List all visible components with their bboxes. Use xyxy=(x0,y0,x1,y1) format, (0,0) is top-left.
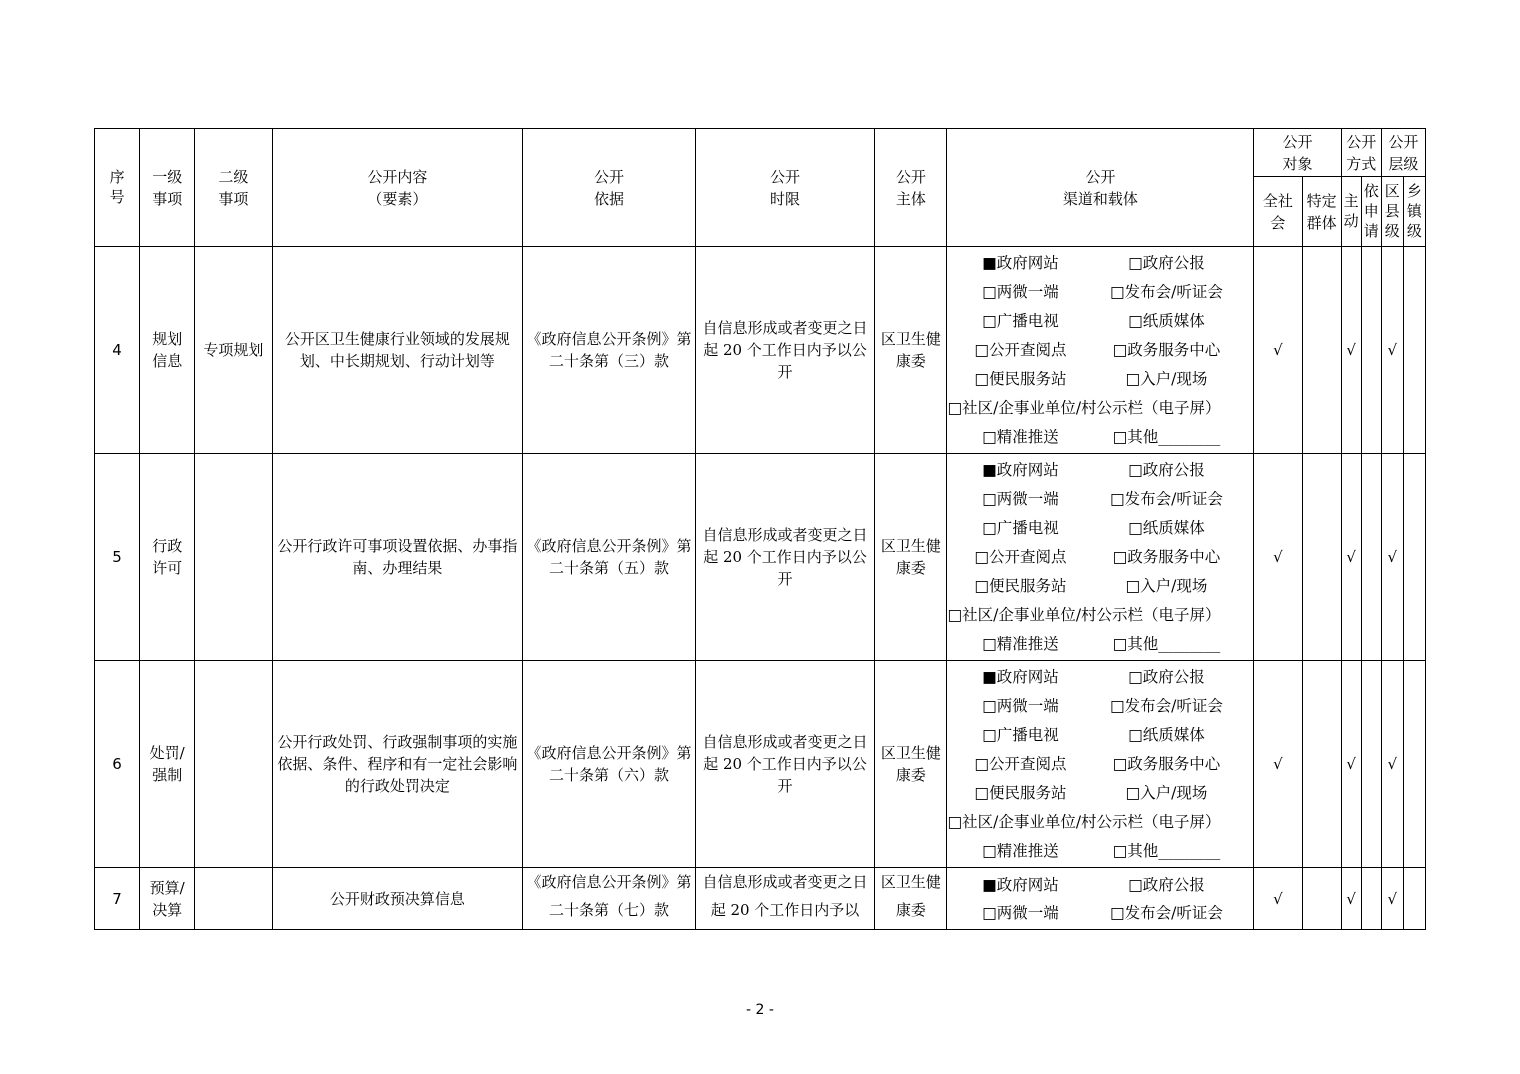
channel-door-to-door: □入户/现场 xyxy=(1125,576,1208,595)
channel-print-media: □纸质媒体 xyxy=(1128,311,1205,330)
row-method-apply-check xyxy=(1361,661,1381,868)
row-target-all-check: √ xyxy=(1254,247,1302,454)
channel-bulletin-board: □社区/企事业单位/村公示栏（电子屏） xyxy=(947,605,1221,624)
row-subject: 区卫生健康委 xyxy=(875,247,947,454)
header-method: 公开 方式 xyxy=(1341,129,1381,177)
header-target: 公开 对象 xyxy=(1254,129,1341,177)
channel-website: ■政府网站 xyxy=(982,253,1059,272)
row-subject: 区卫生健康委 xyxy=(875,661,947,868)
channel-gazette: □政府公报 xyxy=(1128,460,1205,479)
table-row xyxy=(95,661,1426,868)
row-content: 公开行政许可事项设置依据、办事指南、办理结果 xyxy=(272,454,523,661)
row-content: 公开区卫生健康行业领域的发展规划、中长期规划、行动计划等 xyxy=(272,247,523,454)
channel-service-station: □便民服务站 xyxy=(974,576,1067,595)
channel-targeted-push: □精准推送 xyxy=(982,841,1059,860)
row-level1: 处罚/强制 xyxy=(140,661,195,868)
row-layer-town-check xyxy=(1403,868,1425,930)
header-level1: 一级事项 xyxy=(140,129,195,247)
row-method-apply-check xyxy=(1361,454,1381,661)
header-method-active: 主动 xyxy=(1341,177,1361,247)
header-basis: 公开 依据 xyxy=(523,129,696,247)
row-content: 公开行政处罚、行政强制事项的实施依据、条件、程序和有一定社会影响的行政处罚决定 xyxy=(272,661,523,868)
channel-press-hearing: □发布会/听证会 xyxy=(1110,282,1223,301)
channel-wechat-weibo-app: □两微一端 xyxy=(982,282,1059,301)
channel-service-station: □便民服务站 xyxy=(974,369,1067,388)
row-basis: 《政府信息公开条例》第二十条第（五）款 xyxy=(523,454,696,661)
channel-bulletin-board: □社区/企事业单位/村公示栏（电子屏） xyxy=(947,812,1221,831)
row-layer-county-check: √ xyxy=(1381,454,1403,661)
header-content: 公开内容 （要素） xyxy=(272,129,523,247)
channel-reading-point: □公开查阅点 xyxy=(974,547,1067,566)
row-channels xyxy=(947,661,1254,868)
row-level2 xyxy=(195,868,272,930)
row-basis: 《政府信息公开条例》第二十条第（七）款 xyxy=(523,868,696,930)
row-channels xyxy=(947,454,1254,661)
channel-gazette: □政府公报 xyxy=(1128,667,1205,686)
channel-press-hearing: □发布会/听证会 xyxy=(1110,903,1223,922)
row-layer-town-check xyxy=(1403,454,1425,661)
row-basis: 《政府信息公开条例》第二十条第（六）款 xyxy=(523,661,696,868)
channel-website: ■政府网站 xyxy=(982,460,1059,479)
channel-wechat-weibo-app: □两微一端 xyxy=(982,489,1059,508)
channel-other: □其他________ xyxy=(1112,634,1221,653)
row-target-all-check: √ xyxy=(1254,454,1302,661)
header-channel: 公开 渠道和载体 xyxy=(947,129,1254,247)
row-target-group-check xyxy=(1302,454,1341,661)
row-method-active-check: √ xyxy=(1341,868,1361,930)
row-subject: 区卫生健康委 xyxy=(875,454,947,661)
header-deadline: 公开 时限 xyxy=(695,129,875,247)
row-method-active-check: √ xyxy=(1341,661,1361,868)
row-deadline: 自信息形成或者变更之日起 20 个工作日内予以公开 xyxy=(695,247,875,454)
row-layer-county-check: √ xyxy=(1381,661,1403,868)
row-seq: 4 xyxy=(95,247,140,454)
table-row xyxy=(95,868,1426,930)
table-row xyxy=(95,247,1426,454)
header-layer-county: 区县级 xyxy=(1381,177,1403,247)
row-level1: 预算/决算 xyxy=(140,868,195,930)
row-seq: 6 xyxy=(95,661,140,868)
header-level2: 二级事项 xyxy=(195,129,272,247)
channel-door-to-door: □入户/现场 xyxy=(1125,369,1208,388)
row-basis: 《政府信息公开条例》第二十条第（三）款 xyxy=(523,247,696,454)
row-seq: 7 xyxy=(95,868,140,930)
channel-targeted-push: □精准推送 xyxy=(982,634,1059,653)
channel-press-hearing: □发布会/听证会 xyxy=(1110,696,1223,715)
row-deadline: 自信息形成或者变更之日起 20 个工作日内予以公开 xyxy=(695,454,875,661)
row-level2: 专项规划 xyxy=(195,247,272,454)
row-target-group-check xyxy=(1302,247,1341,454)
row-target-group-check xyxy=(1302,868,1341,930)
channel-gazette: □政府公报 xyxy=(1128,875,1205,894)
header-target-group: 特定群体 xyxy=(1302,177,1341,247)
channel-door-to-door: □入户/现场 xyxy=(1125,783,1208,802)
row-level2 xyxy=(195,661,272,868)
channel-other: □其他________ xyxy=(1112,841,1221,860)
channel-gazette: □政府公报 xyxy=(1128,253,1205,272)
channel-bulletin-board: □社区/企事业单位/村公示栏（电子屏） xyxy=(947,398,1221,417)
channel-service-center: □政务服务中心 xyxy=(1112,547,1221,566)
channel-radio-tv: □广播电视 xyxy=(982,518,1059,537)
row-target-group-check xyxy=(1302,661,1341,868)
channel-press-hearing: □发布会/听证会 xyxy=(1110,489,1223,508)
row-level1: 行政许可 xyxy=(140,454,195,661)
channel-print-media: □纸质媒体 xyxy=(1128,518,1205,537)
channel-radio-tv: □广播电视 xyxy=(982,311,1059,330)
row-layer-county-check: √ xyxy=(1381,247,1403,454)
channel-website: ■政府网站 xyxy=(982,667,1059,686)
header-target-all: 全社会 xyxy=(1254,177,1302,247)
row-method-apply-check xyxy=(1361,247,1381,454)
row-method-active-check: √ xyxy=(1341,247,1361,454)
row-method-active-check: √ xyxy=(1341,454,1361,661)
channel-service-center: □政务服务中心 xyxy=(1112,340,1221,359)
header-method-apply: 依申请 xyxy=(1361,177,1381,247)
channel-reading-point: □公开查阅点 xyxy=(974,340,1067,359)
row-channels xyxy=(947,868,1254,930)
channel-service-center: □政务服务中心 xyxy=(1112,754,1221,773)
row-level2 xyxy=(195,454,272,661)
page-number: - 2 - xyxy=(746,1002,774,1018)
row-target-all-check: √ xyxy=(1254,868,1302,930)
header-subject: 公开 主体 xyxy=(875,129,947,247)
channel-wechat-weibo-app: □两微一端 xyxy=(982,696,1059,715)
row-deadline: 自信息形成或者变更之日起 20 个工作日内予以公开 xyxy=(695,661,875,868)
row-subject: 区卫生健康委 xyxy=(875,868,947,930)
channel-print-media: □纸质媒体 xyxy=(1128,725,1205,744)
channel-targeted-push: □精准推送 xyxy=(982,427,1059,446)
row-level1: 规划信息 xyxy=(140,247,195,454)
row-target-all-check: √ xyxy=(1254,661,1302,868)
row-method-apply-check xyxy=(1361,868,1381,930)
channel-other: □其他________ xyxy=(1112,427,1221,446)
channel-website: ■政府网站 xyxy=(982,875,1059,894)
channel-radio-tv: □广播电视 xyxy=(982,725,1059,744)
row-content: 公开财政预决算信息 xyxy=(272,868,523,930)
header-seq: 序号 xyxy=(95,129,140,247)
row-deadline: 自信息形成或者变更之日起 20 个工作日内予以 xyxy=(695,868,875,930)
header-layer-town: 乡镇级 xyxy=(1403,177,1425,247)
channel-service-station: □便民服务站 xyxy=(974,783,1067,802)
channel-wechat-weibo-app: □两微一端 xyxy=(982,903,1059,922)
row-layer-town-check xyxy=(1403,661,1425,868)
channel-reading-point: □公开查阅点 xyxy=(974,754,1067,773)
row-layer-town-check xyxy=(1403,247,1425,454)
row-seq: 5 xyxy=(95,454,140,661)
row-layer-county-check: √ xyxy=(1381,868,1403,930)
disclosure-table xyxy=(94,128,1426,930)
row-channels xyxy=(947,247,1254,454)
table-row xyxy=(95,454,1426,661)
header-layer: 公开 层级 xyxy=(1381,129,1425,177)
